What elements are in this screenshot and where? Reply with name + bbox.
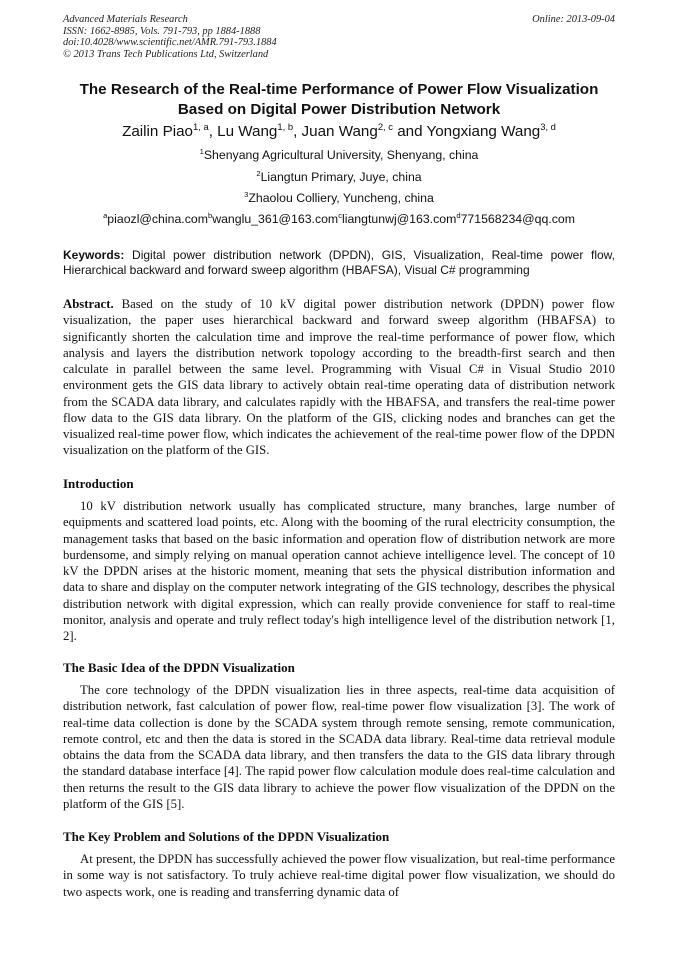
author-name: Juan Wang bbox=[301, 123, 378, 140]
keywords-text: Digital power distribution network (DPDN), GIS, Visualization, Real-time power flow, Hierarchical backward and forward sweep algorithm (HBAFSA), Visual C# programming bbox=[63, 248, 615, 277]
affiliation-text: Liangtun Primary, Juye, china bbox=[260, 170, 422, 184]
online-date: Online: 2013-09-04 bbox=[532, 14, 615, 25]
email-address[interactable]: piaozl@china.com bbox=[107, 212, 208, 226]
abstract-text: Based on the study of 10 kV digital power distribution network (DPDN) power flow visualization, the paper uses hierarchical backward and forward sweep algorithm (HBAFSA) to significantly shorten the calculation time and improve the real-time performance of power flow, which analysis and layers the distribution network topology according to the breadth-first search and then calculate in parallel between the same level. Programming with Visual C# in Visual Studio 2010 environment gets the GIS data library to actively obtain real-time operating data of distribution network from the SCADA data library, and calculates rapidly with the HBAFSA, and transfers the real-time power flow data to the GIS data library. On the platform of the GIS, clicking nodes and branches can get the visualized real-time power flow, which indicates the achievement of the real-time power flow of the DPDN visualization on the platform of the GIS. bbox=[63, 297, 615, 458]
section-paragraph-introduction: 10 kV distribution network usually has complicated structure, many branches, large number of equipments and scattered load points, etc. Along with the booming of the rural electricity consumption, the management tasks that based on the basic information and operation flow of distribution network are more burdensome, and simply relying on manual operation cannot achieve intelligence level. The concept of 10 kV the DPDN arises at the historic moment, meaning that sets the physical distribution information and data to share and display on the computer network integrating of the GIS technology, describes the physical distribution network with digital expression, which can really provide convenience for staff to real-time monitor, analysis and operate and truly reflect today's high intelligence level of the distribution network [1, 2]. bbox=[63, 499, 615, 643]
author-separator: , bbox=[293, 123, 302, 140]
author-separator: and bbox=[392, 123, 427, 140]
affiliation-2 bbox=[60, 170, 618, 185]
issn-line: ISSN: 1662-8985, Vols. 791-793, pp 1884-1888 bbox=[63, 25, 261, 37]
abstract-block bbox=[63, 296, 615, 459]
author-name: Zailin Piao bbox=[122, 123, 193, 140]
journal-header bbox=[63, 14, 615, 60]
affiliation-text: Zhaolou Colliery, Yuncheng, china bbox=[248, 191, 434, 205]
author-affiliation-mark: 1, a bbox=[193, 120, 209, 132]
author-affiliation-mark: 2, c bbox=[377, 120, 393, 132]
email-address[interactable]: 771568234@qq.com bbox=[460, 212, 575, 226]
email-address[interactable]: wanglu_361@163.com bbox=[212, 212, 339, 226]
affiliation-mark: 2 bbox=[256, 168, 261, 178]
affiliation-text: Shenyang Agricultural University, Shenyang, china bbox=[203, 148, 479, 162]
section-heading-introduction: Introduction bbox=[63, 476, 134, 491]
email-mark: b bbox=[207, 210, 213, 220]
abstract-label: Abstract. bbox=[63, 297, 114, 311]
email-mark: c bbox=[338, 210, 342, 220]
author-affiliation-mark: 3, d bbox=[540, 120, 556, 132]
title-line-2: Based on Digital Power Distribution Network bbox=[177, 101, 501, 118]
title-line-1: The Research of the Real-time Performance of Power Flow Visualization bbox=[79, 81, 599, 98]
affiliation-mark: 1 bbox=[199, 146, 204, 156]
copyright-line: © 2013 Trans Tech Publications Ltd, Switzerland bbox=[63, 48, 269, 60]
author-separator: , bbox=[208, 123, 218, 140]
author-list bbox=[60, 122, 618, 142]
affiliation-3 bbox=[60, 191, 618, 206]
section-heading-basic-idea: The Basic Idea of the DPDN Visualization bbox=[63, 660, 295, 675]
affiliation-mark: 3 bbox=[244, 189, 249, 199]
journal-name: Advanced Materials Research bbox=[63, 14, 188, 25]
email-list bbox=[60, 212, 618, 227]
affiliation-1 bbox=[60, 148, 618, 163]
author-affiliation-mark: 1, b bbox=[277, 120, 294, 132]
section-heading-key-problem: The Key Problem and Solutions of the DPDN Visualization bbox=[63, 829, 390, 844]
email-mark: a bbox=[103, 210, 108, 220]
section-paragraph-basic-idea: The core technology of the DPDN visualization lies in three aspects, real-time data acquisition of distribution network, fast calculation of power flow, real-time power flow visualization [3]. The work of real-time data collection is done by the SCADA system through remote sensing, remote communication, remote control, etc and then the data is stored in the SCADA data library. Real-time data retrieval module obtains the data from the SCADA data library, and then transfers the data to the GIS data library through the standard database interface [4]. The rapid power flow calculation module does real-time calculation and then returns the result to the GIS data library to achieve the power flow visualization of the DPDN on the platform of the GIS [5]. bbox=[63, 683, 615, 811]
keywords-block bbox=[63, 248, 615, 278]
email-address[interactable]: liangtunwj@163.com bbox=[342, 212, 457, 226]
section-paragraph-key-problem: At present, the DPDN has successfully achieved the power flow visualization, but real-time performance in some way is not satisfactory. To truly achieve real-time digital power flow visualization, we should do two aspects work, one is reading and transferring dynamic data of bbox=[63, 852, 615, 899]
paper-title bbox=[60, 80, 618, 120]
keywords-label: Keywords: bbox=[63, 248, 125, 262]
doi-line: doi:10.4028/www.scientific.net/AMR.791-793.1884 bbox=[63, 37, 277, 49]
author-name: Lu Wang bbox=[217, 123, 278, 140]
email-mark: d bbox=[456, 210, 461, 220]
author-name: Yongxiang Wang bbox=[426, 123, 541, 140]
